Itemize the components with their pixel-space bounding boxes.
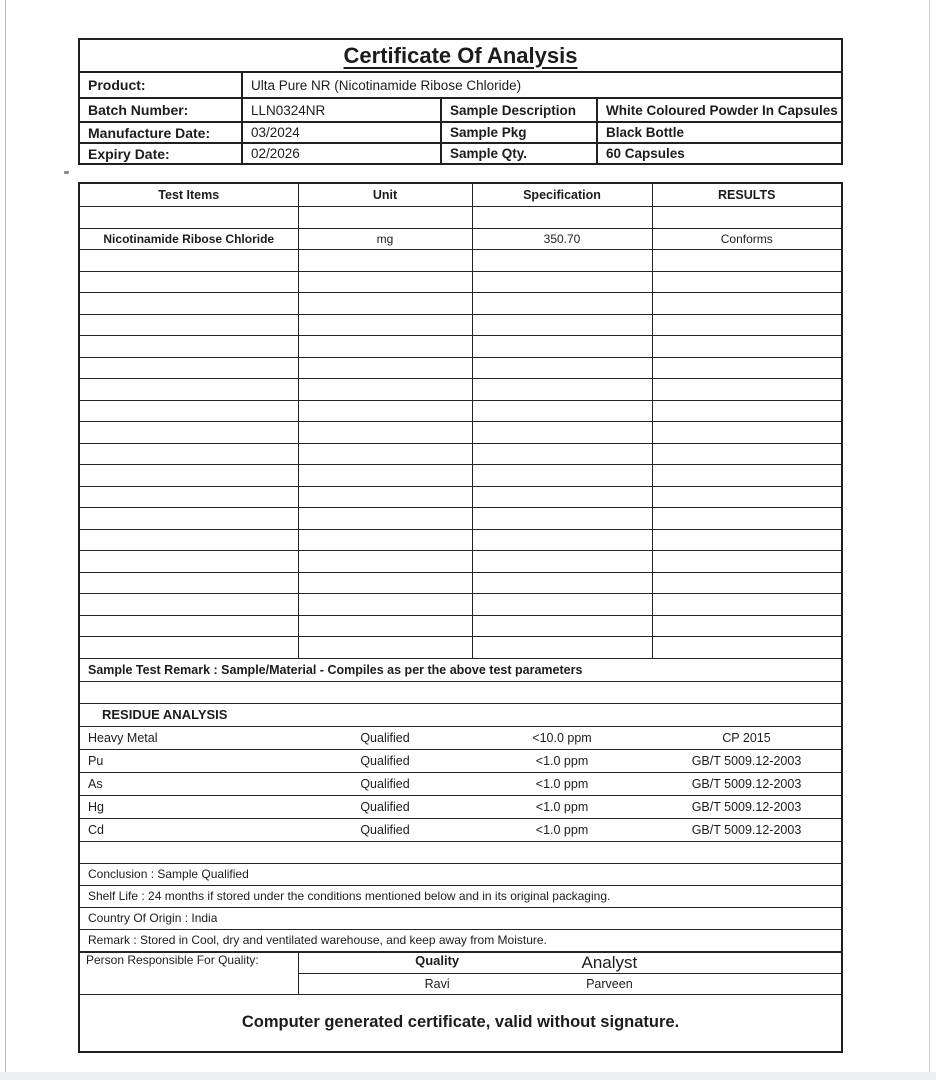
- analyst-title: Analyst: [581, 952, 638, 972]
- scan-artifact-tick: [64, 171, 69, 174]
- empty-cell: [652, 250, 842, 272]
- residue-analysis-body: [79, 726, 842, 841]
- test-table-empty-row: [79, 400, 842, 422]
- empty-cell: [652, 486, 842, 508]
- expiry-date-label: Expiry Date:: [79, 143, 242, 164]
- empty-cell: [652, 529, 842, 551]
- test-table-empty-row: [79, 314, 842, 336]
- test-table-empty-row: [79, 551, 842, 573]
- title-row: [79, 39, 842, 72]
- empty-cell: [298, 250, 472, 272]
- batch-number-value: LLN0324NR: [242, 98, 441, 122]
- residue-item-method: GB/T 5009.12-2003: [652, 795, 842, 818]
- analyst-name: Parveen: [586, 976, 633, 991]
- empty-cell: [79, 841, 842, 863]
- empty-cell: [298, 529, 472, 551]
- residue-analysis-title-row: [79, 703, 842, 726]
- empty-cell: [472, 594, 652, 616]
- test-table-empty-row: [79, 443, 842, 465]
- empty-cell: [652, 551, 842, 573]
- empty-cell: [472, 529, 652, 551]
- empty-cell: [79, 594, 298, 616]
- product-value: Ulta Pure NR (Nicotinamide Ribose Chloride): [242, 72, 842, 98]
- sample-qty-label: Sample Qty.: [441, 143, 597, 164]
- residue-item-name: As: [79, 772, 298, 795]
- empty-cell: [652, 443, 842, 465]
- batch-number-label: Batch Number:: [79, 98, 242, 122]
- empty-cell: [79, 529, 298, 551]
- residue-item-name: Heavy Metal: [79, 726, 298, 749]
- test-table-empty-row: [79, 637, 842, 659]
- empty-cell: [472, 293, 652, 315]
- empty-cell: [652, 293, 842, 315]
- empty-cell: [79, 681, 842, 703]
- test-item-specification: 350.70: [472, 228, 652, 250]
- empty-cell: [79, 379, 298, 401]
- test-table-body: [79, 207, 842, 659]
- empty-cell: [472, 615, 652, 637]
- empty-cell: [652, 572, 842, 594]
- test-item-unit: mg: [298, 228, 472, 250]
- test-table-empty-row: [79, 529, 842, 551]
- residue-item-method: GB/T 5009.12-2003: [652, 749, 842, 772]
- residue-analysis-row: [79, 749, 842, 772]
- test-table-empty-row: [79, 465, 842, 487]
- residue-item-limit: <1.0 ppm: [472, 772, 652, 795]
- empty-cell: [298, 422, 472, 444]
- storage-remark-row: [79, 929, 842, 952]
- manufacture-date-label: Manufacture Date:: [79, 122, 242, 143]
- sample-description-value: White Coloured Powder In Capsules: [597, 98, 842, 122]
- empty-cell: [79, 293, 298, 315]
- residue-item-limit: <1.0 ppm: [472, 795, 652, 818]
- empty-cell: [298, 207, 472, 229]
- empty-cell: [652, 594, 842, 616]
- residue-analysis-row: [79, 726, 842, 749]
- test-results-table: [78, 182, 843, 1053]
- residue-item-status: Qualified: [298, 818, 472, 841]
- residue-analysis-row: [79, 772, 842, 795]
- empty-cell: [298, 314, 472, 336]
- certificate-header-table: [78, 38, 843, 165]
- empty-cell: [79, 314, 298, 336]
- test-table-empty-row: [79, 508, 842, 530]
- sample-test-remark-text: Sample Test Remark : Sample/Material - Compiles as per the above test parameters: [79, 658, 842, 681]
- residue-item-limit: <1.0 ppm: [472, 749, 652, 772]
- test-item-result: Conforms: [652, 228, 842, 250]
- signoff-titles-row: [79, 952, 842, 974]
- separator-row: [79, 681, 842, 703]
- footer-note-row: [79, 994, 842, 1052]
- empty-cell: [652, 465, 842, 487]
- manufacture-date-value: 03/2024: [242, 122, 441, 143]
- empty-cell: [652, 379, 842, 401]
- residue-item-status: Qualified: [298, 726, 472, 749]
- residue-item-name: Pu: [79, 749, 298, 772]
- residue-item-method: GB/T 5009.12-2003: [652, 772, 842, 795]
- test-table-empty-row: [79, 293, 842, 315]
- conclusion-text: Conclusion : Sample Qualified: [79, 863, 842, 885]
- empty-cell: [652, 271, 842, 293]
- empty-cell: [298, 594, 472, 616]
- country-of-origin-text: Country Of Origin : India: [79, 907, 842, 929]
- product-label: Product:: [79, 72, 242, 98]
- empty-cell: [652, 314, 842, 336]
- sample-pkg-label: Sample Pkg: [441, 122, 597, 143]
- empty-cell: [472, 400, 652, 422]
- country-of-origin-row: [79, 907, 842, 929]
- empty-cell: [472, 508, 652, 530]
- empty-cell: [652, 207, 842, 229]
- quality-name: Ravi: [424, 976, 450, 991]
- test-table-empty-row: [79, 572, 842, 594]
- sample-pkg-value: Black Bottle: [597, 122, 842, 143]
- empty-cell: [298, 508, 472, 530]
- test-table-empty-row: [79, 250, 842, 272]
- sample-description-label: Sample Description: [441, 98, 597, 122]
- test-table-empty-row: [79, 207, 842, 229]
- empty-cell: [472, 379, 652, 401]
- empty-cell: [472, 572, 652, 594]
- empty-cell: [298, 615, 472, 637]
- residue-item-limit: <10.0 ppm: [472, 726, 652, 749]
- empty-cell: [79, 357, 298, 379]
- remark-section: [79, 658, 842, 726]
- test-table-empty-row: [79, 271, 842, 293]
- batch-row: [79, 98, 842, 122]
- empty-cell: [298, 293, 472, 315]
- empty-cell: [652, 336, 842, 358]
- empty-cell: [79, 572, 298, 594]
- signoff-names-cell: [298, 973, 842, 994]
- empty-cell: [472, 443, 652, 465]
- empty-cell: [79, 336, 298, 358]
- empty-cell: [79, 637, 298, 659]
- footer-note-text: Computer generated certificate, valid without signature.: [241, 1013, 680, 1031]
- signoff-titles-cell: [298, 952, 842, 974]
- col-header-unit: Unit: [298, 183, 472, 207]
- product-row: [79, 72, 842, 98]
- test-table-empty-row: [79, 379, 842, 401]
- residue-item-limit: <1.0 ppm: [472, 818, 652, 841]
- certificate-title: Certificate Of Analysis: [343, 42, 578, 68]
- shelf-life-row: [79, 885, 842, 907]
- empty-cell: [472, 314, 652, 336]
- empty-cell: [298, 572, 472, 594]
- empty-cell: [79, 400, 298, 422]
- residue-item-method: GB/T 5009.12-2003: [652, 818, 842, 841]
- empty-cell: [298, 379, 472, 401]
- empty-cell: [472, 637, 652, 659]
- conclusion-section: [79, 841, 842, 1052]
- empty-cell: [298, 465, 472, 487]
- test-table-empty-row: [79, 336, 842, 358]
- residue-analysis-title: RESIDUE ANALYSIS: [79, 703, 842, 726]
- test-table-header-row: [79, 183, 842, 207]
- empty-cell: [298, 551, 472, 573]
- empty-cell: [298, 357, 472, 379]
- empty-cell: [472, 465, 652, 487]
- test-table-data-row: [79, 228, 842, 250]
- page-edge-left-line: [5, 0, 6, 1080]
- empty-cell: [298, 271, 472, 293]
- storage-remark-text: Remark : Stored in Cool, dry and ventilated warehouse, and keep away from Moisture.: [79, 929, 842, 952]
- empty-cell: [472, 207, 652, 229]
- test-table-empty-row: [79, 422, 842, 444]
- empty-cell: [652, 637, 842, 659]
- residue-analysis-row: [79, 818, 842, 841]
- empty-cell: [652, 357, 842, 379]
- residue-item-name: Hg: [79, 795, 298, 818]
- empty-cell: [79, 422, 298, 444]
- title-cell: [79, 39, 842, 72]
- empty-cell: [298, 336, 472, 358]
- empty-cell: [79, 207, 298, 229]
- test-table-empty-row: [79, 594, 842, 616]
- empty-cell: [472, 422, 652, 444]
- test-table-empty-row: [79, 615, 842, 637]
- residue-item-status: Qualified: [298, 749, 472, 772]
- empty-cell: [652, 422, 842, 444]
- col-header-results: RESULTS: [652, 183, 842, 207]
- quality-title: Quality: [415, 952, 460, 968]
- page-bottom-strip: [0, 1072, 936, 1080]
- expiry-date-row: [79, 143, 842, 164]
- person-responsible-label: Person Responsible For Quality:: [79, 952, 298, 995]
- sample-qty-value: 60 Capsules: [597, 143, 842, 164]
- shelf-life-text: Shelf Life : 24 months if stored under the conditions mentioned below and in its original packaging.: [79, 885, 842, 907]
- empty-cell: [298, 400, 472, 422]
- empty-cell: [79, 271, 298, 293]
- empty-cell: [652, 508, 842, 530]
- empty-cell: [79, 615, 298, 637]
- residue-item-method: CP 2015: [652, 726, 842, 749]
- residue-item-status: Qualified: [298, 795, 472, 818]
- conclusion-row: [79, 863, 842, 885]
- test-item-name: Nicotinamide Ribose Chloride: [79, 228, 298, 250]
- empty-cell: [472, 486, 652, 508]
- empty-cell: [79, 551, 298, 573]
- empty-cell: [79, 250, 298, 272]
- page-edge-right-line: [929, 0, 930, 1080]
- empty-cell: [652, 400, 842, 422]
- empty-cell: [298, 486, 472, 508]
- empty-cell: [472, 271, 652, 293]
- residue-item-name: Cd: [79, 818, 298, 841]
- empty-cell: [298, 443, 472, 465]
- signoff-names: [305, 977, 836, 991]
- empty-cell: [298, 637, 472, 659]
- empty-cell: [652, 615, 842, 637]
- empty-cell: [472, 357, 652, 379]
- test-table-empty-row: [79, 357, 842, 379]
- empty-cell: [472, 250, 652, 272]
- test-table-empty-row: [79, 486, 842, 508]
- signoff-titles: [305, 953, 836, 973]
- empty-cell: [472, 551, 652, 573]
- empty-cell: [472, 336, 652, 358]
- empty-cell: [79, 486, 298, 508]
- col-header-specification: Specification: [472, 183, 652, 207]
- col-header-test-items: Test Items: [79, 183, 298, 207]
- separator-row: [79, 841, 842, 863]
- expiry-date-value: 02/2026: [242, 143, 441, 164]
- manufacture-date-row: [79, 122, 842, 143]
- sample-test-remark-row: [79, 658, 842, 681]
- empty-cell: [79, 508, 298, 530]
- empty-cell: [79, 443, 298, 465]
- residue-item-status: Qualified: [298, 772, 472, 795]
- empty-cell: [79, 465, 298, 487]
- residue-analysis-row: [79, 795, 842, 818]
